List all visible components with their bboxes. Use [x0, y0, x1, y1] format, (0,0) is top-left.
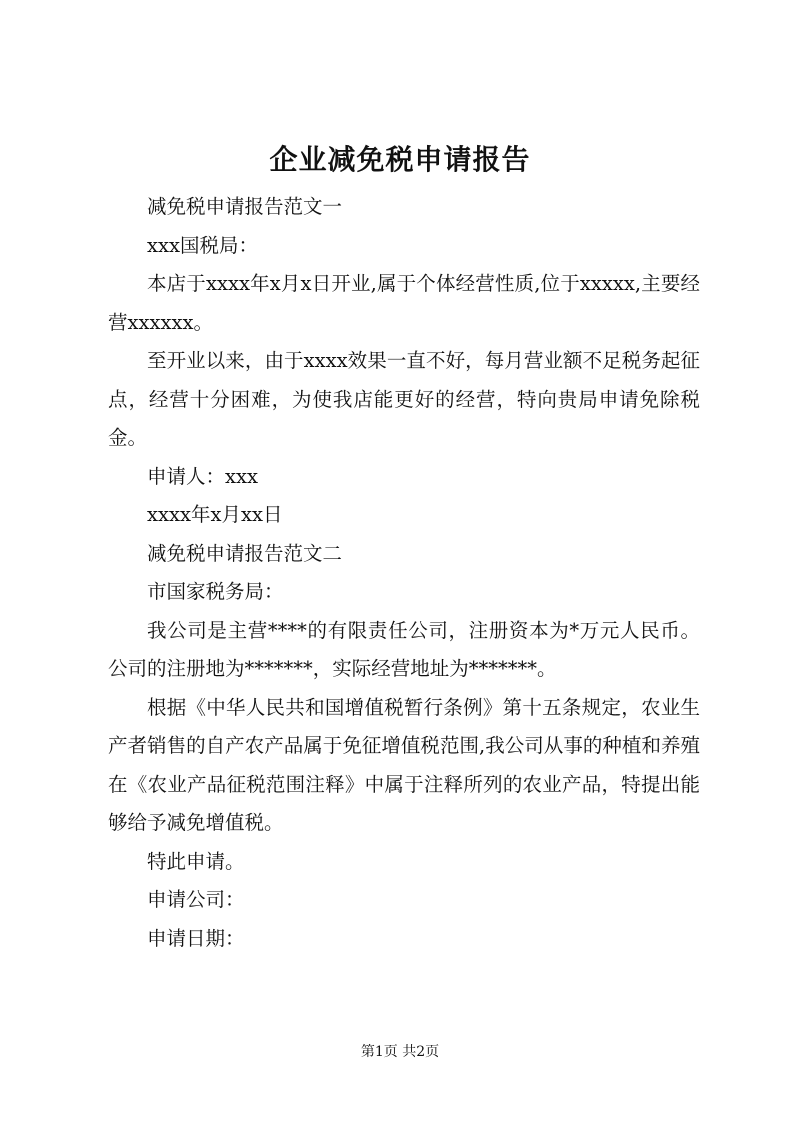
document-title: 企业减免税申请报告	[269, 143, 531, 176]
paragraph-company-info: 我公司是主营****的有限责任公司，注册资本为*万元人民币。公司的注册地为*******，实际经营地址为*******。	[108, 618, 700, 680]
page-number: 第1页 共2页	[360, 1044, 440, 1060]
date-line: xxxx年x月xx日	[147, 503, 283, 526]
applicant-company-line: 申请公司：	[147, 888, 245, 911]
addressee-2: 市国家税务局：	[147, 580, 284, 603]
application-date-line: 申请日期：	[147, 926, 245, 950]
applicant-line: 申请人：xxx	[147, 464, 258, 488]
closing-line: 特此申请。	[147, 849, 245, 873]
paragraph-legal-basis: 根据《中华人民共和国增值税暂行条例》第十五条规定，农业生产者销售的自产农产品属于免征增值税范围,我公司从事的种植和养殖在《农业产品征税范围注释》中属于注释所列的农业产品，特提出能够给予减免增值税。	[108, 695, 700, 834]
addressee-1: xxx国税局：	[147, 233, 258, 257]
section-heading-2: 减免税申请报告范文二	[147, 541, 343, 565]
section-heading-1: 减免税申请报告范文一	[147, 195, 343, 218]
paragraph-business-info: 本店于xxxx年x月x日开业,属于个体经营性质,位于xxxxx,主要经营xxxxxx。	[108, 272, 700, 334]
document-body	[108, 188, 700, 958]
paragraph-request-reason: 至开业以来，由于xxxx效果一直不好，每月营业额不足税务起征点，经营十分困难，为使我店能更好的经营，特向贵局申请免除税金。	[108, 349, 700, 449]
